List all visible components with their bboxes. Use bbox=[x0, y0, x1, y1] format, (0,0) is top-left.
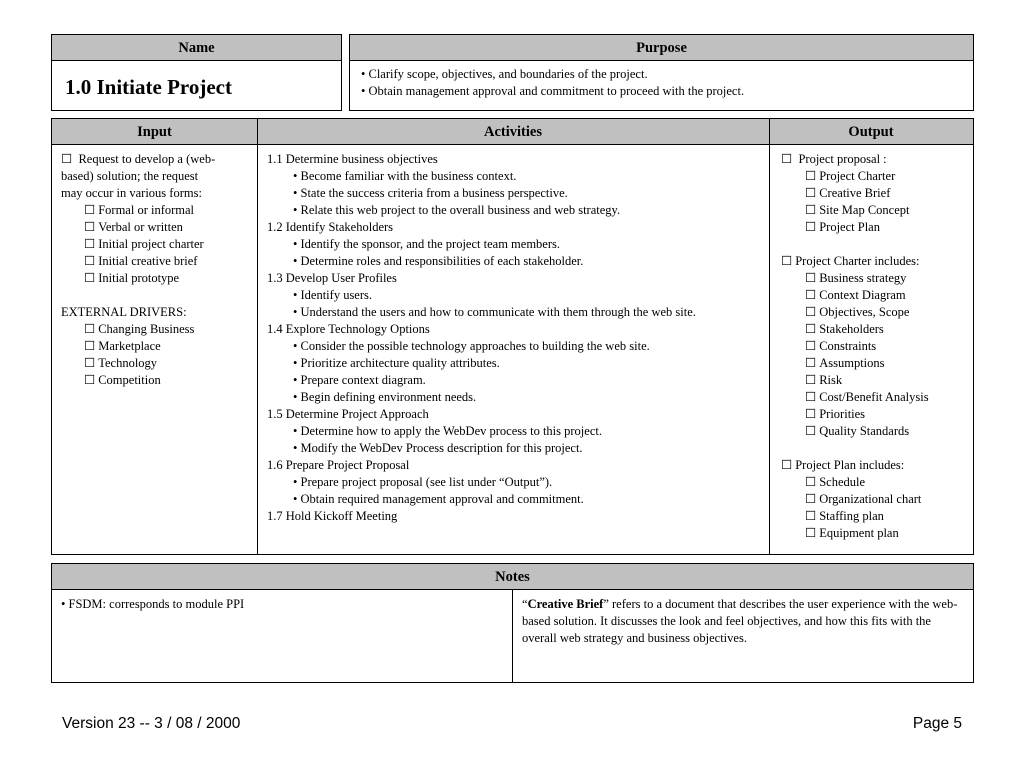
checkbox-icon: ☐ bbox=[805, 509, 817, 523]
driver-item: ☐ Changing Business bbox=[84, 322, 195, 336]
checkbox-icon: ☐ bbox=[805, 186, 817, 200]
output-column bbox=[781, 151, 971, 542]
activity-item: • Relate this web project to the overall business and web strategy. bbox=[293, 203, 621, 217]
purpose-item: • Clarify scope, objectives, and boundaries of the project. bbox=[361, 67, 648, 81]
form-item: ☐ Verbal or written bbox=[84, 220, 183, 234]
name-box bbox=[51, 34, 342, 111]
request-line: ☐ Request to develop a (web- bbox=[61, 152, 216, 166]
charter-item: ☐ Assumptions bbox=[805, 356, 885, 370]
input-column bbox=[61, 151, 251, 389]
main-header-row bbox=[52, 119, 973, 145]
activity-title: 1.7 Hold Kickoff Meeting bbox=[267, 509, 398, 523]
checkbox-icon: ☐ bbox=[805, 475, 817, 489]
main-table bbox=[51, 118, 974, 555]
driver-item: ☐ Competition bbox=[84, 373, 161, 387]
checkbox-icon: ☐ bbox=[84, 237, 96, 251]
checkbox-icon: ☐ bbox=[805, 424, 817, 438]
notes-divider bbox=[512, 590, 513, 682]
activity-title: 1.1 Determine business objectives bbox=[267, 152, 438, 166]
checkbox-icon: ☐ bbox=[805, 271, 817, 285]
checkbox-icon: ☐ bbox=[61, 152, 73, 166]
activity-title: 1.3 Develop User Profiles bbox=[267, 271, 397, 285]
activity-item: • Identify the sponsor, and the project team members. bbox=[293, 237, 560, 251]
purpose-list bbox=[350, 61, 973, 100]
activity-item: • Understand the users and how to communicate with them through the web site. bbox=[293, 305, 696, 319]
charter-item: ☐ Risk bbox=[805, 373, 843, 387]
checkbox-icon: ☐ bbox=[84, 373, 96, 387]
footer-page-number: Page 5 bbox=[912, 715, 962, 732]
checkbox-icon: ☐ bbox=[805, 220, 817, 234]
checkbox-icon: ☐ bbox=[805, 305, 817, 319]
activity-item: • Prepare context diagram. bbox=[293, 373, 426, 387]
form-item: ☐ Formal or informal bbox=[84, 203, 195, 217]
plan-title: ☐ Project Plan includes: bbox=[781, 458, 905, 472]
charter-item: ☐ Constraints bbox=[805, 339, 877, 353]
activity-item: • State the success criteria from a business perspective. bbox=[293, 186, 568, 200]
charter-item: ☐ Context Diagram bbox=[805, 288, 906, 302]
activities-header: Activities bbox=[484, 124, 542, 140]
checkbox-icon: ☐ bbox=[781, 458, 793, 472]
activity-title: 1.4 Explore Technology Options bbox=[267, 322, 430, 336]
checkbox-icon: ☐ bbox=[805, 390, 817, 404]
driver-item: ☐ Marketplace bbox=[84, 339, 161, 353]
activity-item: • Obtain required management approval and commitment. bbox=[293, 492, 584, 506]
activity-item: • Prioritize architecture quality attributes. bbox=[293, 356, 500, 370]
form-item: ☐ Initial project charter bbox=[84, 237, 204, 251]
checkbox-icon: ☐ bbox=[805, 492, 817, 506]
activity-item: • Determine roles and responsibilities of each stakeholder. bbox=[293, 254, 584, 268]
driver-list bbox=[61, 321, 251, 389]
purpose-item: • Obtain management approval and commitment to proceed with the project. bbox=[361, 84, 745, 98]
activity-item: • Become familiar with the business context. bbox=[293, 169, 517, 183]
notes-left: • FSDM: corresponds to module PPI bbox=[61, 597, 245, 611]
notes-header: Notes bbox=[52, 564, 973, 590]
driver-item: ☐ Technology bbox=[84, 356, 158, 370]
proposal-item: ☐ Creative Brief bbox=[805, 186, 891, 200]
plan-item: ☐ Equipment plan bbox=[805, 526, 899, 540]
checkbox-icon: ☐ bbox=[84, 220, 96, 234]
checkbox-icon: ☐ bbox=[781, 254, 793, 268]
activity-item: • Modify the WebDev Process description for this project. bbox=[293, 441, 583, 455]
creative-brief-term: Creative Brief bbox=[527, 597, 604, 611]
output-header: Output bbox=[848, 124, 894, 140]
drivers-title: EXTERNAL DRIVERS: bbox=[61, 305, 187, 319]
checkbox-icon: ☐ bbox=[84, 322, 96, 336]
proposal-list bbox=[781, 168, 971, 236]
charter-item: ☐ Quality Standards bbox=[805, 424, 910, 438]
checkbox-icon: ☐ bbox=[84, 339, 96, 353]
checkbox-icon: ☐ bbox=[84, 203, 96, 217]
proposal-title: ☐ Project proposal : bbox=[781, 152, 887, 166]
activities-column bbox=[267, 151, 765, 525]
plan-list bbox=[781, 474, 971, 542]
name-header: Name bbox=[52, 35, 341, 61]
proposal-item: ☐ Project Charter bbox=[805, 169, 896, 183]
activity-title: 1.5 Determine Project Approach bbox=[267, 407, 429, 421]
input-divider bbox=[257, 119, 258, 554]
output-divider bbox=[769, 119, 770, 554]
charter-title: ☐ Project Charter includes: bbox=[781, 254, 920, 268]
page-title: 1.0 Initiate Project bbox=[65, 75, 232, 99]
form-item: ☐ Initial prototype bbox=[84, 271, 180, 285]
activity-item: • Begin defining environment needs. bbox=[293, 390, 477, 404]
checkbox-icon: ☐ bbox=[805, 339, 817, 353]
checkbox-icon: ☐ bbox=[805, 169, 817, 183]
checkbox-icon: ☐ bbox=[805, 407, 817, 421]
charter-item: ☐ Priorities bbox=[805, 407, 866, 421]
checkbox-icon: ☐ bbox=[84, 254, 96, 268]
form-item: ☐ Initial creative brief bbox=[84, 254, 198, 268]
plan-item: ☐ Staffing plan bbox=[805, 509, 884, 523]
proposal-item: ☐ Site Map Concept bbox=[805, 203, 910, 217]
checkbox-icon: ☐ bbox=[84, 271, 96, 285]
input-header: Input bbox=[137, 124, 172, 140]
activity-item: • Consider the possible technology approaches to building the web site. bbox=[293, 339, 650, 353]
purpose-header: Purpose bbox=[350, 35, 973, 61]
proposal-item: ☐ Project Plan bbox=[805, 220, 880, 234]
purpose-box bbox=[349, 34, 974, 111]
plan-item: ☐ Organizational chart bbox=[805, 492, 922, 506]
charter-item: ☐ Stakeholders bbox=[805, 322, 884, 336]
request-line: may occur in various forms: bbox=[61, 186, 202, 200]
checkbox-icon: ☐ bbox=[805, 322, 817, 336]
charter-item: ☐ Business strategy bbox=[805, 271, 907, 285]
activity-item: • Determine how to apply the WebDev process to this project. bbox=[293, 424, 602, 438]
checkbox-icon: ☐ bbox=[805, 288, 817, 302]
checkbox-icon: ☐ bbox=[805, 373, 817, 387]
form-list bbox=[61, 202, 251, 287]
request-line: based) solution; the request bbox=[61, 169, 199, 183]
notes-right: “Creative Brief” refers to a document that describes the user experience with the web-based solution. It discusses the look and feel objectives, and how this fits with the overall web strategy and business objectives. bbox=[522, 597, 958, 645]
charter-item: ☐ Objectives, Scope bbox=[805, 305, 910, 319]
checkbox-icon: ☐ bbox=[805, 356, 817, 370]
charter-list bbox=[781, 270, 971, 440]
activity-title: 1.2 Identify Stakeholders bbox=[267, 220, 394, 234]
checkbox-icon: ☐ bbox=[84, 356, 96, 370]
notes-box bbox=[51, 563, 974, 683]
activity-item: • Prepare project proposal (see list under “Output”). bbox=[293, 475, 553, 489]
footer-version: Version 23 -- 3 / 08 / 2000 bbox=[62, 715, 241, 732]
activity-title: 1.6 Prepare Project Proposal bbox=[267, 458, 410, 472]
charter-item: ☐ Cost/Benefit Analysis bbox=[805, 390, 929, 404]
checkbox-icon: ☐ bbox=[781, 152, 793, 166]
plan-item: ☐ Schedule bbox=[805, 475, 866, 489]
checkbox-icon: ☐ bbox=[805, 203, 817, 217]
checkbox-icon: ☐ bbox=[805, 526, 817, 540]
activity-item: • Identify users. bbox=[293, 288, 373, 302]
